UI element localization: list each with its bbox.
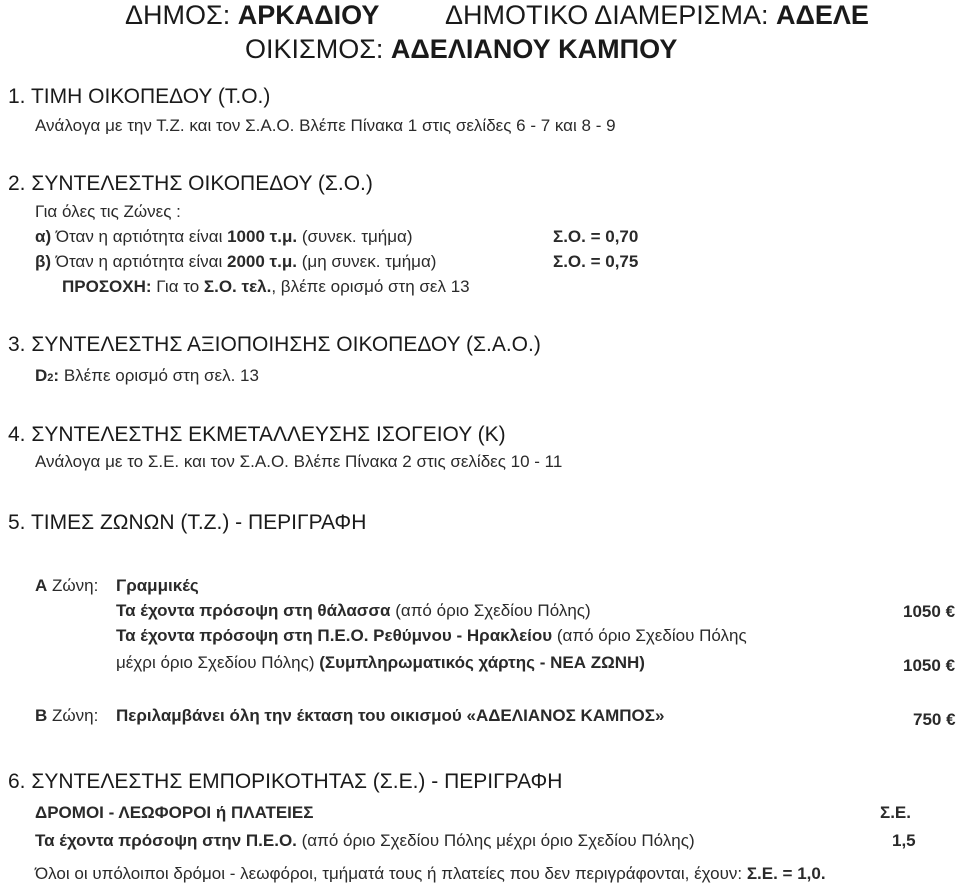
section-2-item-a [35,227,413,247]
item-a-bold: 1000 τ.μ. [227,227,298,246]
euro-icon: € [945,602,956,621]
item-b-text2: (μη συνεκ. τμήμα) [301,252,437,271]
item-b-text1: Όταν η αρτιότητα είναι [55,252,223,271]
d2-text: Βλέπε ορισμό στη σελ. 13 [63,366,259,385]
item-b-bold: 2000 τ.μ. [227,252,297,271]
roads-row-value: 1,5 [892,831,916,850]
item-a-text2: (συνεκ. τμήμα) [301,227,413,246]
municipality-value: ΑΡΚΑΔΙΟΥ [237,0,380,30]
section-2-intro: Για όλες τις Ζώνες : [35,202,181,221]
note-label: ΠΡΟΣΟΧΗ: [62,277,152,296]
euro-icon: € [945,656,956,675]
municipality-label: ΔΗΜΟΣ: [125,0,231,30]
section-2-note [62,277,470,297]
settlement-value: ΑΔΕΛΙΑΝΟΥ ΚΑΜΠΟΥ [390,34,678,64]
footer-note: Όλοι οι υπόλοιποι δρόμοι - λεωφόροι, τμήματά τους ή πλατείες που δεν περιγράφονται, έχουν: Σ.Ε. = 1,0. [35,864,826,883]
note-bold: Σ.Ο. τελ. [203,277,272,296]
section-1-title: 1. ΤΙΜΗ ΟΙΚΟΠΕΔΟΥ (Τ.Ο.) [8,85,271,108]
zone-a-label: Α Ζώνη: [35,576,99,595]
section-4-title: 4. ΣΥΝΤΕΛΕΣΤΗΣ ΕΚΜΕΤΑΛΛΕΥΣΗΣ ΙΣΟΓΕΙΟΥ (Κ) [8,423,506,446]
roads-heading: ΔΡΟΜΟΙ - ΛΕΩΦΟΡΟΙ ή ΠΛΑΤΕΙΕΣ [35,803,314,822]
se-heading: Σ.Ε. [880,803,911,822]
zone-a-row-2-cont: μέχρι όριο Σχεδίου Πόλης) (Συμπληρωματικός χάρτης - ΝΕΑ ΖΩΝΗ) [116,653,645,672]
zone-b-text: Περιλαμβάνει όλη την έκταση του οικισμού «ΑΔΕΛΙΑΝΟΣ ΚΑΜΠΟΣ» [116,706,665,725]
zone-a-heading: Γραμμικές [116,576,199,595]
note-text2: , βλέπε ορισμό στη σελ 13 [271,277,470,296]
zone-b-label: Β Ζώνη: [35,706,99,725]
section-2-title: 2. ΣΥΝΤΕΛΕΣΤΗΣ ΟΙΚΟΠΕΔΟΥ (Σ.Ο.) [8,172,373,195]
district-label: ΔΗΜΟΤΙΚΟ ΔΙΑΜΕΡΙΣΜΑ: [445,0,769,30]
zone-a-row-1-value: 1050 € [903,602,956,621]
municipality-heading [125,0,379,31]
d2-label: D2: [35,366,60,385]
section-2-item-b [35,252,436,272]
section-3-text [35,366,259,386]
section-6-title: 6. ΣΥΝΤΕΛΕΣΤΗΣ ΕΜΠΟΡΙΚΟΤΗΤΑΣ (Σ.Ε.) - ΠΕΡΙΓΡΑΦΗ [8,770,563,793]
note-text1: Για το [156,277,200,296]
section-4-text: Ανάλογα με το Σ.Ε. και τον Σ.Α.Ο. Βλέπε Πίνακα 2 στις σελίδες 10 - 11 [35,452,563,471]
zone-b-value: 750 € [913,710,956,729]
item-a-text1: Όταν η αρτιότητα είναι [55,227,223,246]
zone-a-row-2-value: 1050 € [903,656,956,675]
item-a-prefix: α) [35,227,52,246]
section-5-title: 5. ΤΙΜΕΣ ΖΩΝΩΝ (Τ.Ζ.) - ΠΕΡΙΓΡΑΦΗ [8,511,367,534]
roads-row: Τα έχοντα πρόσοψη στην Π.Ε.Ο. (από όριο Σχεδίου Πόλης μέχρι όριο Σχεδίου Πόλης) [35,831,695,850]
settlement-heading [245,34,677,65]
zone-a-row-2: Τα έχοντα πρόσοψη στη Π.Ε.Ο. Ρεθύμνου - Ηρακλείου (από όριο Σχεδίου Πόλης [116,626,747,645]
item-b-prefix: β) [35,252,52,271]
district-heading [445,0,869,31]
item-b-value: Σ.Ο. = 0,75 [553,252,639,271]
settlement-label: ΟΙΚΙΣΜΟΣ: [245,34,384,64]
section-3-title: 3. ΣΥΝΤΕΛΕΣΤΗΣ ΑΞΙΟΠΟΙΗΣΗΣ ΟΙΚΟΠΕΔΟΥ (Σ.Α.Ο.) [8,333,541,356]
section-1-text: Ανάλογα με την Τ.Ζ. και τον Σ.Α.Ο. Βλέπε Πίνακα 1 στις σελίδες 6 - 7 και 8 - 9 [35,116,616,135]
item-a-value: Σ.Ο. = 0,70 [553,227,639,246]
district-value: ΑΔΕΛΕ [775,0,869,30]
euro-icon: € [946,710,956,729]
zone-a-row-1: Τα έχοντα πρόσοψη στη θάλασσα (από όριο Σχεδίου Πόλης) [116,601,591,620]
